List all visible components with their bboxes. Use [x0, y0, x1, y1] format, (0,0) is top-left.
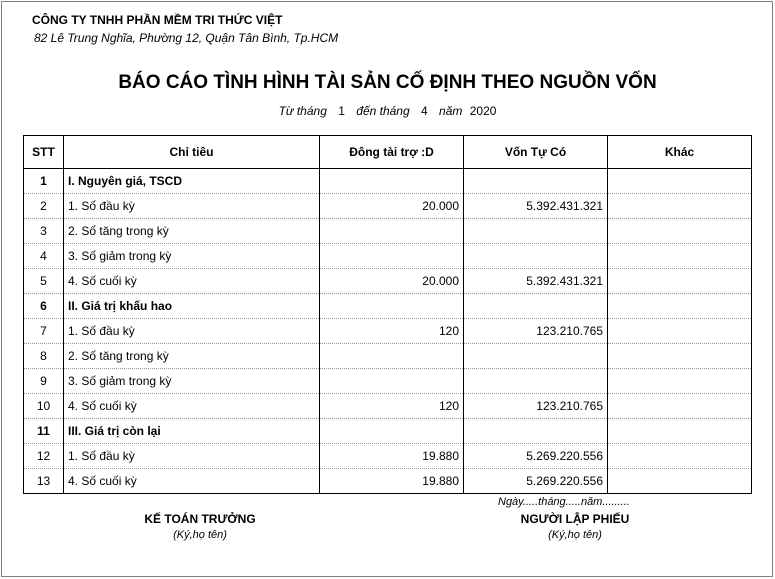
row-funding-source-value: 20.000	[320, 194, 464, 219]
table-row	[24, 469, 752, 494]
row-own-capital-value	[464, 169, 608, 194]
row-indicator: 1. Số đầu kỳ	[64, 194, 320, 219]
row-stt: 5	[24, 269, 64, 294]
row-other-value	[608, 394, 752, 419]
row-indicator: 4. Số cuối kỳ	[64, 469, 320, 494]
row-other-value	[608, 244, 752, 269]
row-indicator: II. Giá trị khấu hao	[64, 294, 320, 319]
row-stt: 6	[24, 294, 64, 319]
header-stt: STT	[24, 136, 64, 169]
row-own-capital-value: 123.210.765	[464, 319, 608, 344]
period-year-label: năm	[439, 104, 463, 118]
row-own-capital-value	[464, 344, 608, 369]
row-funding-source-value	[320, 169, 464, 194]
period-to-month: 4	[421, 104, 428, 118]
row-other-value	[608, 444, 752, 469]
row-own-capital-value: 5.392.431.321	[464, 269, 608, 294]
chief-accountant-note: (Ký,họ tên)	[173, 529, 227, 541]
row-indicator: 4. Số cuối kỳ	[64, 394, 320, 419]
table-row	[24, 269, 752, 294]
row-other-value	[608, 319, 752, 344]
row-funding-source-value	[320, 219, 464, 244]
table-row	[24, 169, 752, 194]
table-row	[24, 369, 752, 394]
row-other-value	[608, 369, 752, 394]
table-row	[24, 394, 752, 419]
table-body	[24, 169, 752, 494]
header-funding-source: Đông tài trợ :D	[320, 136, 464, 169]
header-other: Khác	[608, 136, 752, 169]
row-stt: 1	[24, 169, 64, 194]
row-indicator: 2. Số tăng trong kỳ	[64, 219, 320, 244]
header-own-capital: Vốn Tự Có	[464, 136, 608, 169]
row-indicator: 2. Số tăng trong kỳ	[64, 344, 320, 369]
date-line: Ngày.....tháng.....năm.........	[498, 496, 630, 508]
row-funding-source-value	[320, 369, 464, 394]
row-other-value	[608, 194, 752, 219]
row-stt: 9	[24, 369, 64, 394]
row-funding-source-value: 19.880	[320, 444, 464, 469]
row-indicator: 3. Số giảm trong kỳ	[64, 244, 320, 269]
table-row	[24, 294, 752, 319]
row-other-value	[608, 269, 752, 294]
row-funding-source-value	[320, 294, 464, 319]
row-own-capital-value: 123.210.765	[464, 394, 608, 419]
row-indicator: 1. Số đầu kỳ	[64, 319, 320, 344]
row-indicator: I. Nguyên giá, TSCD	[64, 169, 320, 194]
row-stt: 7	[24, 319, 64, 344]
row-funding-source-value: 20.000	[320, 269, 464, 294]
table-row	[24, 444, 752, 469]
header-indicator: Chỉ tiêu	[64, 136, 320, 169]
company-name: CÔNG TY TNHH PHẦN MỀM TRI THỨC VIỆT	[32, 13, 283, 27]
row-other-value	[608, 294, 752, 319]
report-period	[0, 104, 775, 118]
report-title: BÁO CÁO TÌNH HÌNH TÀI SẢN CỐ ĐỊNH THEO NGUỒN VỐN	[118, 72, 657, 93]
table-row	[24, 219, 752, 244]
period-from-label: Từ tháng	[278, 104, 327, 118]
row-funding-source-value	[320, 344, 464, 369]
table-row	[24, 419, 752, 444]
row-funding-source-value: 120	[320, 319, 464, 344]
row-indicator: 4. Số cuối kỳ	[64, 269, 320, 294]
chief-accountant-title: KẾ TOÁN TRƯỞNG	[144, 512, 256, 526]
period-to-label: đến tháng	[356, 104, 410, 118]
row-own-capital-value: 5.392.431.321	[464, 194, 608, 219]
row-own-capital-value: 5.269.220.556	[464, 444, 608, 469]
company-address: 82 Lê Trung Nghĩa, Phường 12, Quận Tân Bình, Tp.HCM	[34, 31, 339, 45]
row-funding-source-value: 120	[320, 394, 464, 419]
row-funding-source-value	[320, 419, 464, 444]
table-row	[24, 244, 752, 269]
row-stt: 2	[24, 194, 64, 219]
row-stt: 11	[24, 419, 64, 444]
row-own-capital-value	[464, 294, 608, 319]
row-other-value	[608, 344, 752, 369]
row-own-capital-value	[464, 244, 608, 269]
preparer-note: (Ký,họ tên)	[548, 529, 602, 541]
period-year: 2020	[469, 104, 497, 118]
row-own-capital-value: 5.269.220.556	[464, 469, 608, 494]
preparer-signature	[494, 512, 656, 541]
table-header-row	[24, 136, 752, 169]
table-row	[24, 194, 752, 219]
row-stt: 3	[24, 219, 64, 244]
row-stt: 12	[24, 444, 64, 469]
row-other-value	[608, 169, 752, 194]
row-stt: 13	[24, 469, 64, 494]
asset-report-table	[23, 135, 752, 494]
table-row	[24, 319, 752, 344]
row-other-value	[608, 419, 752, 444]
preparer-title: NGƯỜI LẬP PHIẾU	[520, 512, 630, 526]
row-indicator: 3. Số giảm trong kỳ	[64, 369, 320, 394]
row-funding-source-value	[320, 244, 464, 269]
row-own-capital-value	[464, 369, 608, 394]
row-other-value	[608, 469, 752, 494]
row-indicator: 1. Số đầu kỳ	[64, 444, 320, 469]
row-funding-source-value: 19.880	[320, 469, 464, 494]
row-own-capital-value	[464, 419, 608, 444]
row-stt: 8	[24, 344, 64, 369]
chief-accountant-signature	[120, 512, 280, 541]
period-from-month: 1	[338, 104, 345, 118]
row-stt: 4	[24, 244, 64, 269]
row-indicator: III. Giá trị còn lại	[64, 419, 320, 444]
row-own-capital-value	[464, 219, 608, 244]
row-stt: 10	[24, 394, 64, 419]
table-row	[24, 344, 752, 369]
row-other-value	[608, 219, 752, 244]
